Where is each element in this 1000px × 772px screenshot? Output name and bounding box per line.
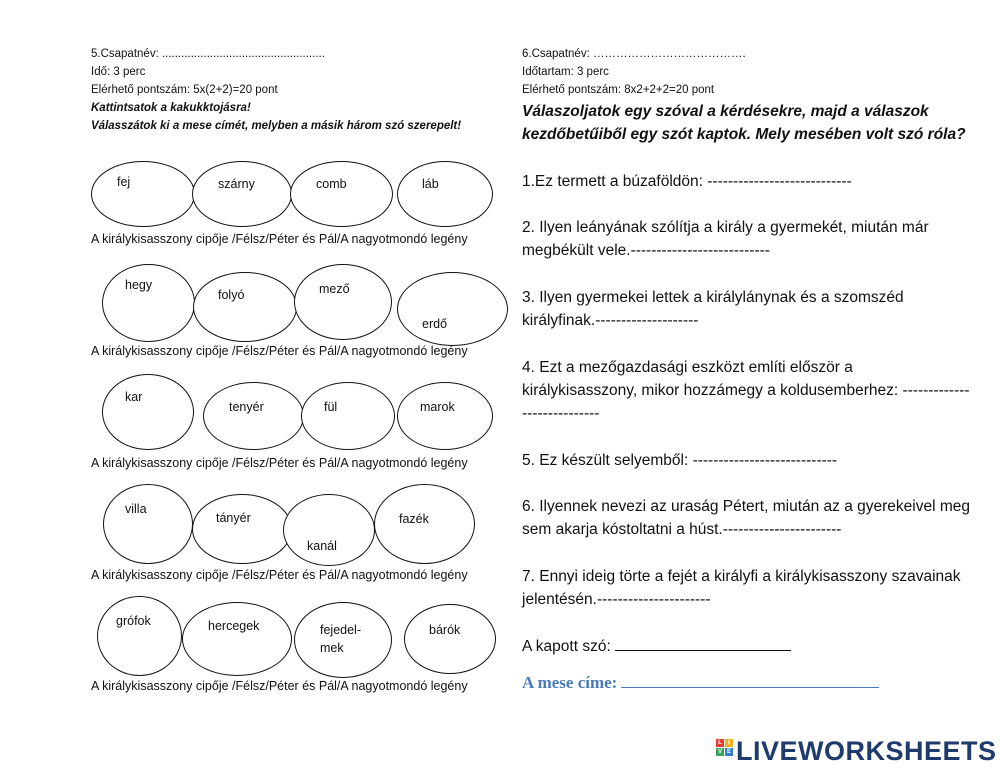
oval-option[interactable]	[294, 264, 392, 340]
oval-word: grófok	[116, 614, 151, 628]
oval-word: kanál	[307, 539, 337, 550]
oval-option[interactable]	[102, 264, 195, 342]
oval-option[interactable]	[283, 494, 375, 566]
received-word-input[interactable]	[615, 636, 791, 651]
oval-option[interactable]	[397, 161, 493, 227]
right-instruction-heading: Válaszoljatok egy szóval a kérdésekre, majd a válaszok kezdőbetűiből egy szót kaptok. Mely mesében volt szó róla?	[522, 103, 966, 143]
oval-word: kar	[125, 390, 143, 404]
oval-word: szárny	[218, 177, 255, 191]
tale-titles-row-3: A királykisasszony cipője /Félsz/Péter és Pál/A nagyotmondó legény	[91, 456, 468, 470]
oval-option[interactable]	[192, 161, 292, 227]
oval-option[interactable]	[103, 484, 193, 564]
oval-word: marok	[420, 400, 455, 414]
oval-option[interactable]	[97, 596, 182, 676]
left-instruction-1: Kattintsatok a kakukktojásra!	[91, 102, 251, 114]
question-6[interactable]: 6. Ilyennek nevezi az uraság Pétert, miután az a gyerekeivel meg sem akarja kóstoltatni a húst.-----------------------	[522, 498, 971, 538]
oval-option[interactable]	[404, 604, 496, 674]
oval-option[interactable]	[397, 382, 493, 450]
oval-word: láb	[422, 177, 439, 191]
left-team-name: 5.Csapatnév: ...................................................	[91, 48, 325, 60]
question-3[interactable]: 3. Ilyen gyermekei lettek a királylánynak és a szomszéd királyfinak.--------------------	[522, 289, 904, 329]
oval-word: mező	[319, 282, 350, 296]
oval-option[interactable]	[91, 161, 195, 227]
left-instruction-2: Válasszátok ki a mese címét, melyben a másik három szó szerepelt!	[91, 120, 462, 132]
right-team-name: 6.Csapatnév: ………………………………….	[522, 48, 746, 60]
oval-option[interactable]	[203, 382, 304, 450]
left-time: Idő: 3 perc	[91, 66, 146, 78]
tale-titles-row-1: A királykisasszony cipője /Félsz/Péter és Pál/A nagyotmondó legény	[91, 232, 468, 246]
oval-word: bárók	[429, 623, 461, 637]
received-word-label: A kapott szó:	[522, 638, 611, 655]
oval-option[interactable]	[294, 602, 392, 678]
liveworksheets-logo-icon: L I V E	[717, 739, 731, 755]
oval-word: fej	[117, 175, 131, 189]
oval-word: folyó	[218, 288, 245, 302]
tale-title-label: A mese címe:	[522, 673, 618, 692]
tale-titles-row-5: A királykisasszony cipője /Félsz/Péter és Pál/A nagyotmondó legény	[91, 679, 468, 693]
tale-titles-row-2: A királykisasszony cipője /Félsz/Péter és Pál/A nagyotmondó legény	[91, 344, 468, 358]
question-4[interactable]: 4. Ezt a mezőgazdasági eszközt említi először a királykisasszony, mikor hozzámegy a koldusemberhez: ----------------------------	[522, 359, 970, 422]
oval-word: hegy	[125, 278, 153, 292]
oval-option[interactable]	[301, 382, 395, 450]
oval-option[interactable]	[182, 602, 292, 676]
brand-name: LIVEWORKSHEETS	[736, 736, 997, 766]
oval-word: fazék	[399, 512, 429, 526]
liveworksheets-brand[interactable]	[716, 736, 997, 767]
oval-option[interactable]	[374, 484, 475, 564]
oval-option[interactable]	[192, 494, 292, 564]
oval-word: tányér	[216, 511, 251, 525]
oval-word: tenyér	[229, 400, 264, 414]
tale-titles-row-4: A királykisasszony cipője /Félsz/Péter és Pál/A nagyotmondó legény	[91, 568, 468, 582]
right-points: Elérhető pontszám: 8x2+2+2=20 pont	[522, 84, 715, 96]
left-points: Elérhető pontszám: 5x(2+2)=20 pont	[91, 84, 278, 96]
right-time: Időtartam: 3 perc	[522, 66, 609, 78]
tale-title-row	[522, 673, 879, 693]
oval-word: villa	[125, 502, 147, 516]
oval-option[interactable]	[290, 161, 393, 227]
oval-word: erdő	[422, 317, 448, 328]
oval-option[interactable]	[102, 374, 194, 450]
oval-option[interactable]	[193, 272, 297, 342]
question-2[interactable]: 2. Ilyen leányának szólítja a király a gyermekét, miután már megbékült vele.---------------------------	[522, 219, 929, 259]
received-word-row	[522, 636, 791, 656]
question-7[interactable]: 7. Ennyi ideig törte a fejét a királyfi a királykisasszony szavainak jelentésén.----------------------	[522, 568, 961, 608]
oval-word: fejedel- mek	[320, 623, 361, 655]
oval-word: comb	[316, 177, 347, 191]
tale-title-input[interactable]	[621, 673, 879, 688]
oval-word: hercegek	[208, 619, 260, 633]
question-5[interactable]: 5. Ez készült selyemből: ----------------------------	[522, 452, 838, 469]
question-1[interactable]: 1.Ez termett a búzaföldön: ----------------------------	[522, 173, 852, 190]
oval-word: fül	[324, 400, 338, 414]
oval-option[interactable]	[397, 272, 508, 346]
